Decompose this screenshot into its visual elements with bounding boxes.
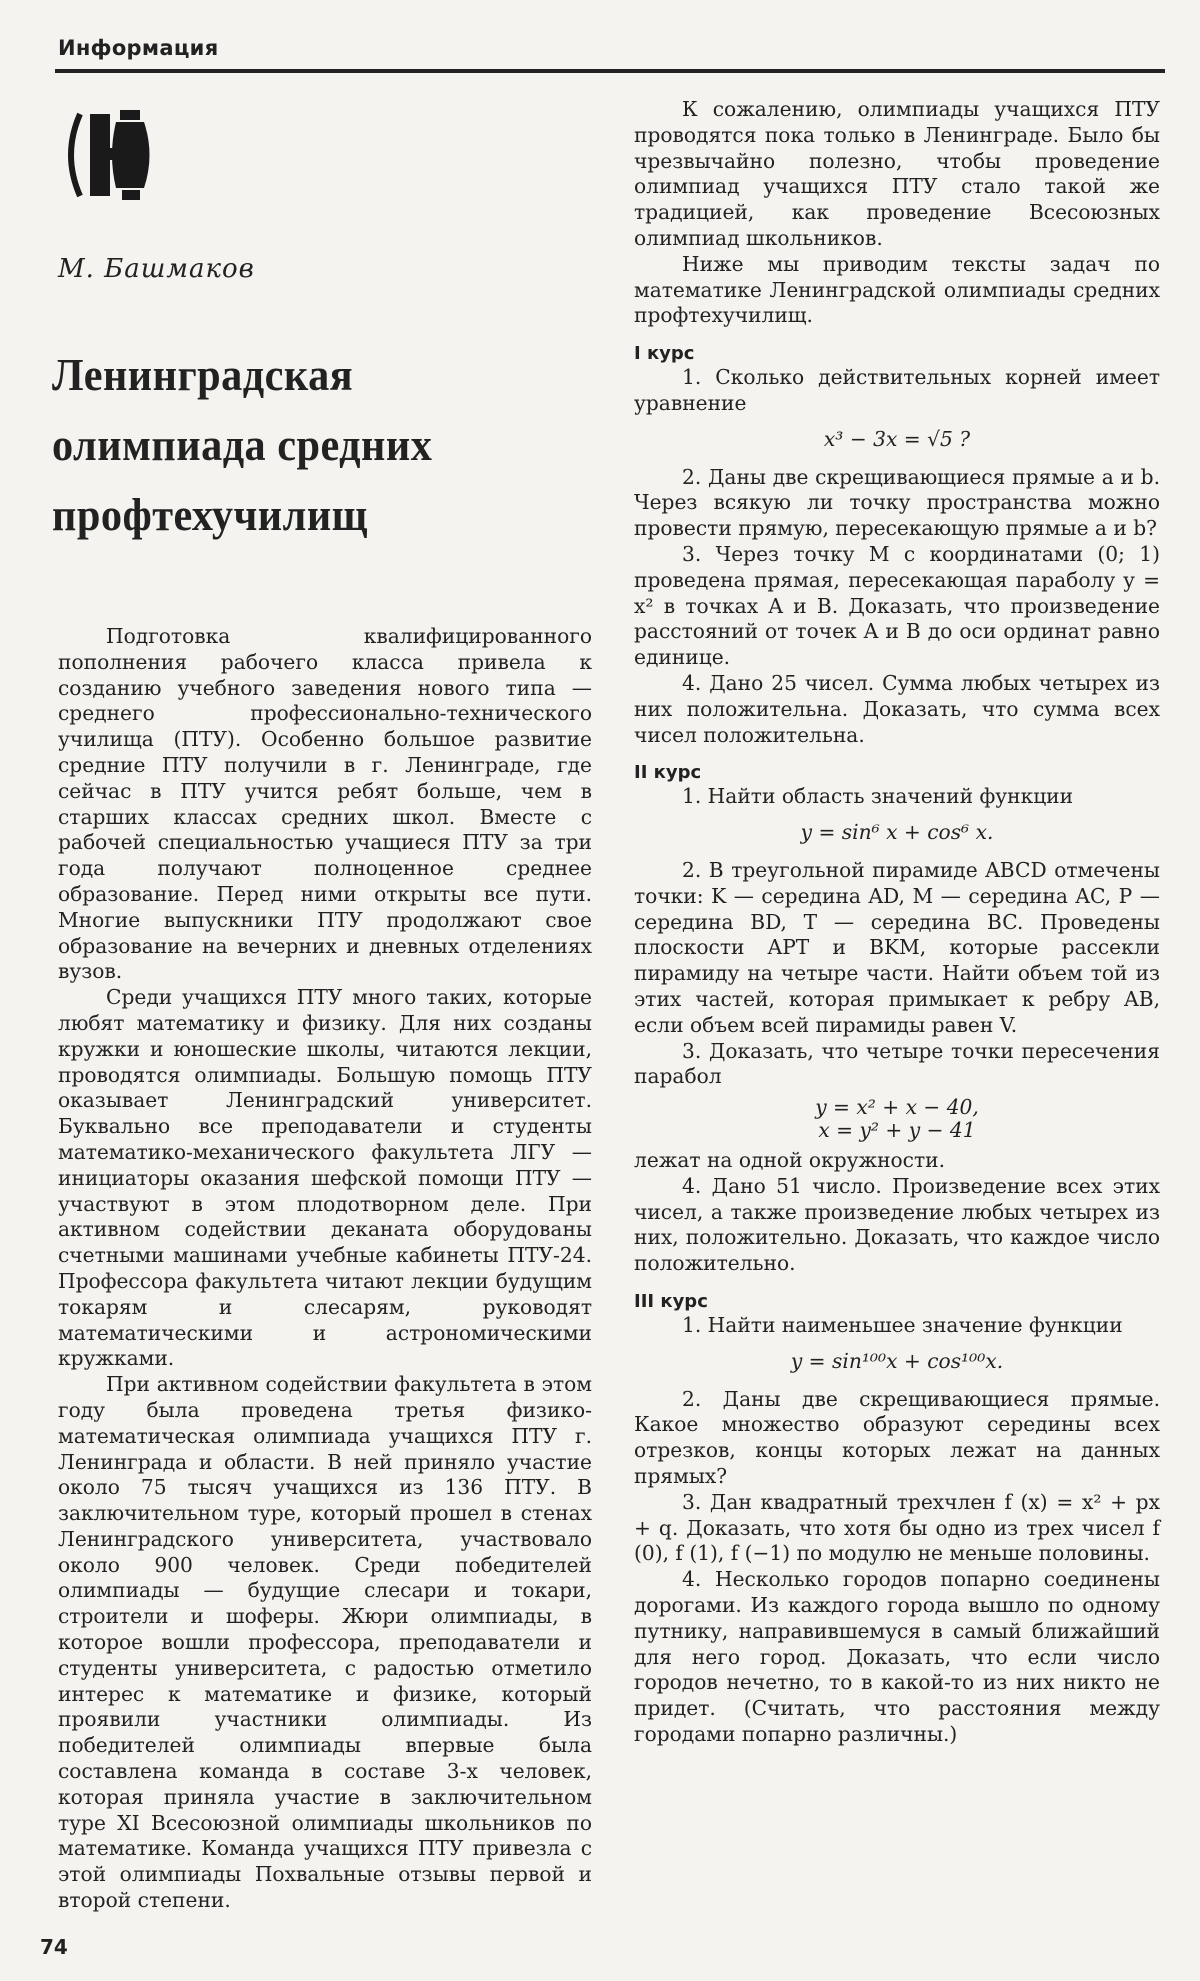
article-paragraph: При активном содействии факультета в этом году была проведена третья физико-математическая олимпиада учащихся ПТУ г. Ленинграда и области. В ней приняло участие около 75 тысяч учащихся из 136 ПТУ. В заключительном туре, который прошел в стенах Ленинградского университета, участвовало около 900 человек. Среди победителей олимпиады — будущие слесари и токари, строители и шоферы. Жюри олимпиады, в которое вошли профессора, преподаватели и студенты университета, с радостью отметило интерес к математике и физике, который проявили участники олимпиады. Из победителей олимпиады впервые была составлена команда в составе 3-х человек, которая приняла участие в заключительном туре XI Всесоюзной олимпиады школьников по математике. Команда учащихся ПТУ привезла с этой олимпиады Похвальные отзывы первой и второй степени. <box>58 1372 592 1913</box>
article-author: М. Башмаков <box>58 254 255 284</box>
problem: 3. Доказать, что четыре точки пересечения парабол <box>634 1038 1160 1089</box>
problem: 4. Несколько городов попарно соединены дорогами. Из каждого города вышло по одному путнику, направившемуся в самый ближайший для него город. Доказать, что если число городов нечетно, то в какой-то из них никто не придет. (Считать, что расстояния между городами попарно различны.) <box>634 1567 1160 1747</box>
problem: 1. Найти область значений функции <box>682 784 1074 809</box>
title-line: профтехучилищ <box>52 490 368 540</box>
article-title <box>52 340 560 550</box>
article-paragraph: Подготовка квалифицированного пополнения рабочего класса привела к созданию учебного заведения нового типа — среднего профессионально-технического училища (ПТУ). Особенно большое развитие средние ПТУ получили в г. Ленинграде, где сейчас в ПТУ учится ребят больше, чем в старших классах средних школ. Вместе с рабочей специальностью учащиеся ПТУ за три года получают полноценное среднее образование. Перед ними открыты все пути. Многие выпускники ПТУ продолжают свое образование на вечерних и дневных отделениях вузов. <box>58 624 592 984</box>
problem: 2. Даны две скрещивающиеся прямые a и b. Через всякую ли точку пространства можно провести прямую, пересекающую прямые a и b? <box>634 464 1160 541</box>
problem: лежат на одной окружности. <box>634 1148 946 1173</box>
problem: 3. Дан квадратный трехчлен f (x) = x² + px + q. Доказать, что хотя бы одно из трех чисел f (0), f (1), f (−1) по модулю не меньше половины. <box>634 1489 1160 1566</box>
left-column <box>58 624 592 1914</box>
problem: 1. Найти наименьшее значение функции <box>682 1313 1123 1338</box>
problem: 2. В треугольной пирамиде ABCD отмечены точки: K — середина AD, M — середина AC, P — середина BD, T — середина BC. Проведены плоскости APT и BKM, которые рассекли пирамиду на четыре части. Найти объем той из этих частей, которая примыкает к ребру AB, если объем всей пирамиды равен V. <box>634 857 1160 1037</box>
course-heading: I курс <box>634 343 695 365</box>
formula <box>634 1096 1160 1142</box>
course-heading: III курс <box>634 1291 708 1313</box>
formula: y = sin⁶ x + cos⁶ x. <box>800 820 994 845</box>
problem: 4. Дано 51 число. Произведение всех этих чисел, а также произведение любых четырех из них, положительно. Доказать, что каждое число положительно. <box>634 1173 1160 1276</box>
formula-line: x = y² + y − 41 <box>818 1118 976 1143</box>
formula: y = sin¹⁰⁰x + cos¹⁰⁰x. <box>790 1348 1004 1373</box>
title-line: олимпиада средних <box>52 420 433 470</box>
article-paragraph: Ниже мы приводим тексты задач по математике Ленинградской олимпиады средних профтехучилищ. <box>634 251 1160 328</box>
right-column <box>634 97 1160 1748</box>
article-paragraph: К сожалению, олимпиады учащихся ПТУ проводятся пока только в Ленинграде. Было бы чрезвычайно полезно, чтобы проведение олимпиад учащихся ПТУ стало такой же традицией, как проведение Всесоюзных олимпиад школьников. <box>634 97 1160 250</box>
problem: 2. Даны две скрещивающиеся прямые. Какое множество образуют середины всех отрезков, концы которых лежат на данных прямых? <box>634 1386 1160 1489</box>
section-label: Информация <box>58 36 219 60</box>
formula: x³ − 3x = √5 ? <box>823 426 971 451</box>
problem: 3. Через точку M с координатами (0; 1) проведена прямая, пересекающая параболу y = x² в точках A и B. Доказать, что произведение расстояний от точек A и B до оси ординат равно единице. <box>634 541 1160 670</box>
formula-line: y = x² + x − 40, <box>815 1095 979 1120</box>
header-divider <box>55 69 1165 73</box>
course-heading: II курс <box>634 762 702 784</box>
title-line: Ленинградская <box>52 350 354 400</box>
page-number: 74 <box>40 1935 68 1959</box>
problem: 1. Сколько действительных корней имеет уравнение <box>634 365 1160 415</box>
problem: 4. Дано 25 чисел. Сумма любых четырех из них положительна. Доказать, что сумма всех чисел положительна. <box>634 670 1160 747</box>
article-paragraph: Среди учащихся ПТУ много таких, которые любят математику и физику. Для них созданы кружки и юношеские школы, читаются лекции, проводятся олимпиады. Большую помощь ПТУ оказывает Ленинградский университет. Буквально все преподаватели и студенты математико-механического факультета ЛГУ — инициаторы оказания шефской помощи ПТУ — участвуют в этом плодотворном деле. При активном содействии деканата оборудованы счетными машинами учебные кабинеты ПТУ-24. Профессора факультета читают лекции будущим токарям и слесарям, руководят математическими и астрономическими кружками. <box>58 985 592 1371</box>
kvant-logo-icon <box>58 108 156 202</box>
